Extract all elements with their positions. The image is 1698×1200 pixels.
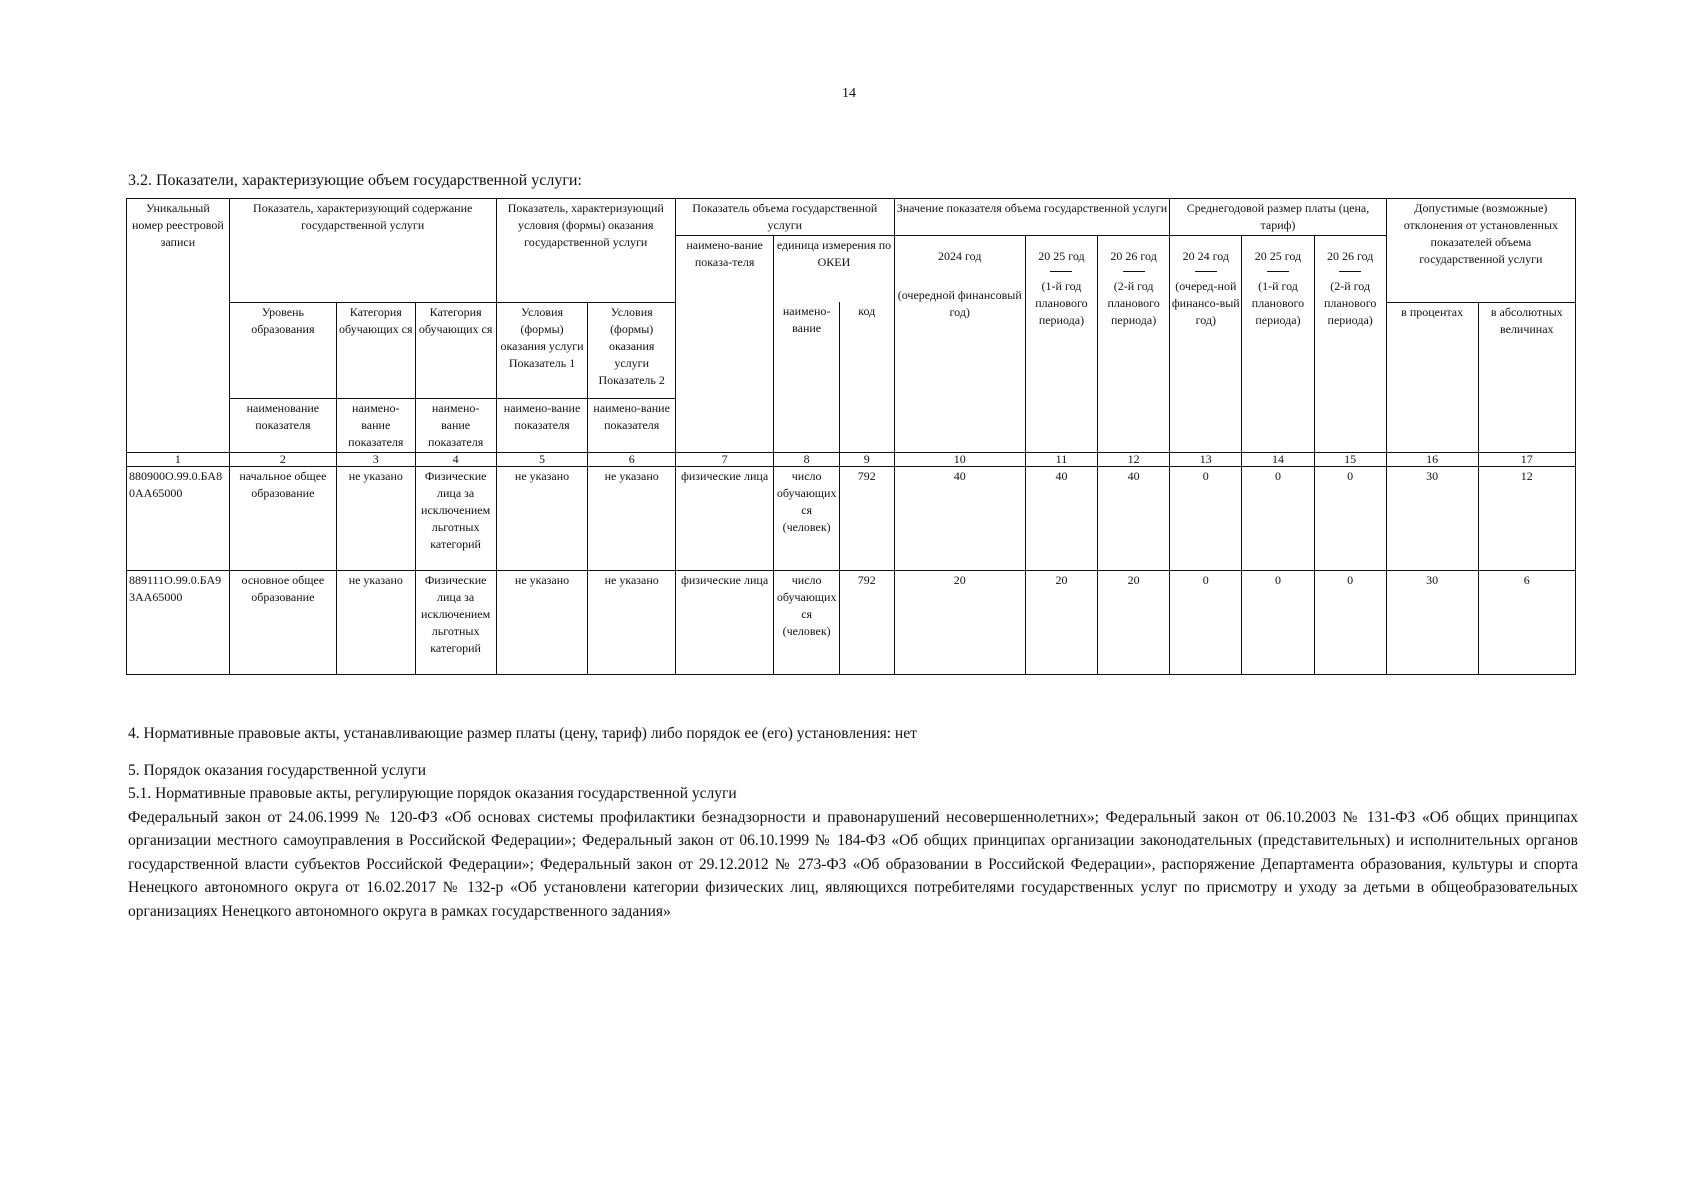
deviation-absolute: 12: [1478, 467, 1575, 571]
year-2025-note: (1-й год планового периода): [1035, 279, 1088, 328]
fee-2024: 0: [1170, 467, 1242, 571]
col-number: 1: [127, 452, 230, 466]
value-2025: 20: [1025, 571, 1097, 675]
header-unit-code: код: [839, 302, 894, 452]
fee-2024-underline: [1195, 271, 1217, 278]
header-volume-value: Значение показателя объема государственной услуги: [894, 199, 1170, 236]
col-number: 15: [1314, 452, 1386, 466]
col-number: 17: [1478, 452, 1575, 466]
deviation-percent: 30: [1386, 571, 1478, 675]
value-2024: 20: [894, 571, 1025, 675]
col-number: 9: [839, 452, 894, 466]
header-category-2: Категория обучающих ся: [415, 302, 496, 390]
header-deviation-percent: в процентах: [1386, 302, 1478, 452]
header-condition-1: Условия (формы) оказания услуги Показатель 1: [496, 302, 588, 390]
spacer-5: [496, 390, 588, 399]
header-condition-2: Условия (формы) оказания услуги Показатель 2: [588, 302, 675, 390]
header-fee-2026: [1314, 236, 1386, 453]
fee-2026-note: (2-й год планового периода): [1323, 279, 1377, 328]
value-2025: 40: [1025, 467, 1097, 571]
col-number: 14: [1242, 452, 1314, 466]
fee-2026: 0: [1314, 571, 1386, 675]
category-1: не указано: [336, 467, 415, 571]
spacer-2: [229, 390, 336, 399]
header-year-2025: [1025, 236, 1097, 453]
table-row: [127, 467, 1576, 571]
header-fee-2025: [1242, 236, 1314, 453]
header-fee-2024: [1170, 236, 1242, 453]
fee-2025: 0: [1242, 571, 1314, 675]
col-number: 8: [774, 452, 840, 466]
section-5-1: 5.1. Нормативные правовые акты, регулирующие порядок оказания государственной услуги: [128, 785, 737, 803]
text-block: [128, 722, 1578, 923]
col-number: 16: [1386, 452, 1478, 466]
col-number: 12: [1098, 452, 1170, 466]
header-year-2024: [894, 236, 1025, 453]
header-average-fee: Среднегодовой размер платы (цена, тариф): [1170, 199, 1387, 236]
header-category-1: Категория обучающих ся: [336, 302, 415, 390]
col-number: 10: [894, 452, 1025, 466]
spacer-6: [588, 390, 675, 399]
header-volume-indicator: Показатель объема государственной услуги: [675, 199, 894, 236]
value-2024: 40: [894, 467, 1025, 571]
col-number: 7: [675, 452, 773, 466]
value-2026: 20: [1098, 571, 1170, 675]
header-conditions-indicator: Показатель, характеризующий условия (формы) оказания государственной услуги: [496, 199, 675, 303]
condition-2: не указано: [588, 571, 675, 675]
col-number: 3: [336, 452, 415, 466]
col-number: 11: [1025, 452, 1097, 466]
header-content-indicator: Показатель, характеризующий содержание государственной услуги: [229, 199, 496, 303]
deviation-percent: 30: [1386, 467, 1478, 571]
registry-number: 880900О.99.0.БА80АА65000: [127, 467, 230, 571]
education-level: начальное общее образование: [229, 467, 336, 571]
volume-indicators-table: [126, 198, 1576, 675]
year-2026-underline: [1123, 271, 1145, 278]
header-year-2026: [1098, 236, 1170, 453]
section-4: 4. Нормативные правовые акты, устанавливающие размер платы (цену, тариф) либо порядок ее (его) установления: нет: [128, 725, 917, 742]
header-deviation-absolute: в абсолютных величинах: [1478, 302, 1575, 452]
col-number: 13: [1170, 452, 1242, 466]
fee-2024: 0: [1170, 571, 1242, 675]
header-unit-okei: единица измерения по ОКЕИ: [774, 236, 894, 303]
value-2026: 40: [1098, 467, 1170, 571]
col-number: 5: [496, 452, 588, 466]
fee-2024-note: (очеред-ной финансо-вый год): [1171, 279, 1240, 328]
fee-2026-label: 20 26 год: [1326, 249, 1374, 264]
volume-indicator-name: физические лица: [675, 467, 773, 571]
fee-2024-label: 20 24 год: [1182, 249, 1229, 264]
year-2025-underline: [1050, 271, 1072, 278]
table-row: [127, 571, 1576, 675]
condition-2: не указано: [588, 467, 675, 571]
col-number: 2: [229, 452, 336, 466]
header-name-indicator-2: наименование показателя: [229, 398, 336, 452]
year-2026-label: 20 26 год: [1110, 249, 1157, 264]
header-name-indicator-6: наимено-вание показателя: [588, 398, 675, 452]
fee-2025-underline: [1267, 271, 1289, 278]
section-title: 3.2. Показатели, характеризующие объем государственной услуги:: [128, 172, 582, 189]
registry-number: 889111О.99.0.БА93АА65000: [127, 571, 230, 675]
year-2024-note: (очередной финансовый год): [897, 288, 1022, 320]
fee-2025-note: (1-й год планового периода): [1251, 279, 1305, 328]
unit-name: число обучающихся (человек): [774, 467, 840, 571]
unit-name: число обучающихся (человек): [774, 571, 840, 675]
year-2025-label: 20 25 год: [1038, 249, 1085, 264]
spacer-3: [336, 390, 415, 399]
condition-1: не указано: [496, 571, 588, 675]
category-2: Физические лица за исключением льготных категорий: [415, 467, 496, 571]
fee-2026: 0: [1314, 467, 1386, 571]
header-unit-name: наимено-вание: [774, 302, 840, 452]
header-volume-name: наимено-вание показа-теля: [675, 236, 773, 453]
category-1: не указано: [336, 571, 415, 675]
section-5: 5. Порядок оказания государственной услуги: [128, 761, 426, 779]
deviation-absolute: 6: [1478, 571, 1575, 675]
education-level: основное общее образование: [229, 571, 336, 675]
year-2026-note: (2-й год планового периода): [1107, 279, 1160, 328]
unit-code: 792: [839, 467, 894, 571]
condition-1: не указано: [496, 467, 588, 571]
col-number: 6: [588, 452, 675, 466]
volume-indicator-name: физические лица: [675, 571, 773, 675]
col-number: 4: [415, 452, 496, 466]
fee-2025-label: 20 25 год: [1254, 249, 1302, 264]
header-name-indicator-5: наимено-вание показателя: [496, 398, 588, 452]
fee-2025: 0: [1242, 467, 1314, 571]
unit-code: 792: [839, 571, 894, 675]
spacer-4: [415, 390, 496, 399]
header-name-indicator-3: наимено-вание показателя: [336, 398, 415, 452]
header-unique-number: Уникальный номер реестровой записи: [127, 199, 230, 453]
year-2024-label: 2024 год: [938, 249, 982, 264]
header-allowed-deviations: Допустимые (возможные) отклонения от установленных показателей объема государственной услуги: [1386, 199, 1575, 303]
column-number-row: [127, 452, 1576, 466]
legal-acts-text: Федеральный закон от 24.06.1999 № 120-ФЗ «Об основах системы профилактики безнадзорности и правонарушений несовершеннолетних»; Федеральный закон от 06.10.2003 № 131-ФЗ «Об общих принципах организации местного самоуправления в Российской Федерации»; Федеральный закон от 06.10.1999 № 184-ФЗ «Об общих принципах организации законодательных (представительных) и исполнительных органов государственной власти субъектов Российской Федерации»; Федеральный закон от 29.12.2012 № 273-ФЗ «Об образовании в Российской Федерации», распоряжение Департамента образования, культуры и спорта Ненецкого автономного округа от 16.02.2017 № 132-р «Об установлени категории физических лиц, являющихся потребителями государственных услуг по присмотру и уходу за детьми в общеобразовательных организациях Ненецкого автономного округа в рамках государственного задания»: [128, 808, 1578, 920]
header-name-indicator-4: наимено-вание показателя: [415, 398, 496, 452]
header-education-level: Уровень образования: [229, 302, 336, 390]
page-number: 14: [842, 86, 856, 101]
category-2: Физические лица за исключением льготных категорий: [415, 571, 496, 675]
fee-2026-underline: [1339, 271, 1361, 278]
